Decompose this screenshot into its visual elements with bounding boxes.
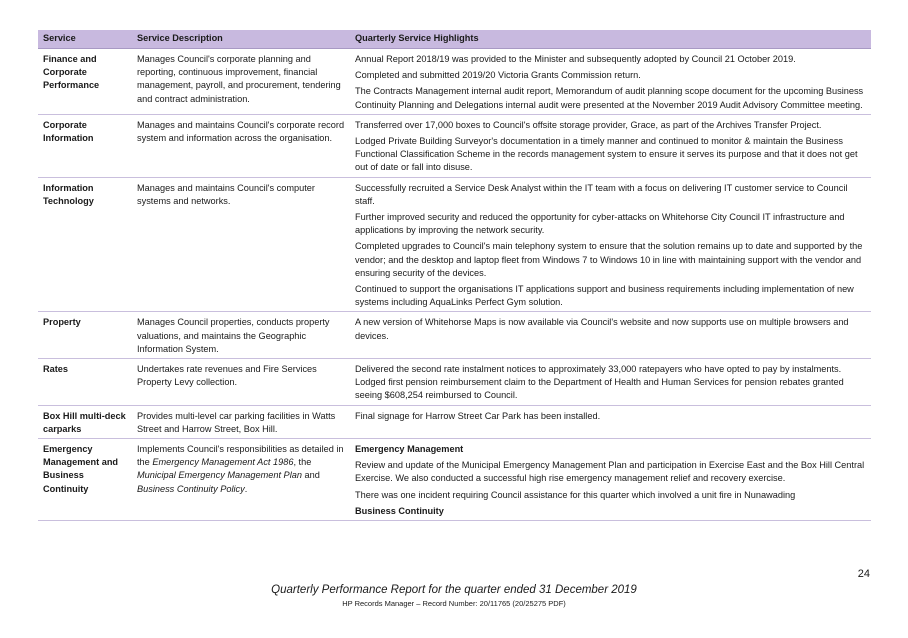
table-row [38, 49, 871, 115]
service-highlights-table [38, 30, 871, 521]
service-highlights [350, 405, 871, 438]
description-text: Manages and maintains Council's corporate record system and information across the organisation. [137, 119, 345, 144]
highlight-item: Final signage for Harrow Street Car Park has been installed. [355, 410, 601, 421]
highlight-item: Continued to support the organisations IT applications support and business requirements including implementation of new systems including AquaLinks Perfect Gym solution. [355, 284, 854, 308]
service-name: Box Hill multi-deck carparks [38, 405, 132, 438]
service-description [132, 359, 350, 406]
service-highlights [350, 359, 871, 406]
description-text: Manages Council properties, conducts property valuations, and maintains the Geographic Information System. [137, 317, 330, 354]
service-name: Corporate Information [38, 114, 132, 177]
table-row [38, 312, 871, 359]
service-name: Rates [38, 359, 132, 406]
header-quarterly-highlights: Quarterly Service Highlights [350, 30, 871, 49]
footer-title: Quarterly Performance Report for the quarter ended 31 December 2019 [271, 584, 637, 596]
highlight-item: Annual Report 2018/19 was provided to the Minister and subsequently adopted by Council 21 October 2019. [355, 54, 796, 64]
highlight-heading: Business Continuity [355, 505, 444, 516]
table-body [38, 49, 871, 521]
service-description [132, 49, 350, 115]
table-row [38, 177, 871, 312]
service-description [132, 439, 350, 521]
footer-record-number: HP Records Manager – Record Number: 20/11765 (20/25275 PDF) [342, 599, 566, 608]
service-name: Information Technology [38, 177, 132, 312]
highlight-heading: Emergency Management [355, 444, 464, 455]
service-highlights [350, 49, 871, 115]
service-highlights [350, 312, 871, 359]
service-name: Finance and Corporate Performance [38, 49, 132, 115]
header-service: Service [38, 30, 132, 49]
service-highlights [350, 177, 871, 312]
service-description [132, 177, 350, 312]
highlight-item: Completed and submitted 2019/20 Victoria Grants Commission return. [355, 70, 641, 81]
highlight-item: Delivered the second rate instalment notices to approximately 33,000 ratepayers who have opted to pay by instalments. Lodged first pension reimbursement claim to the Department of Health and Human Services for pension rebates granted seeing $608,254 reimbursed to Council. [355, 364, 844, 401]
report-page [38, 30, 871, 521]
service-highlights [350, 439, 871, 521]
service-description [132, 405, 350, 438]
table-row [38, 405, 871, 438]
highlight-item: Lodged Private Building Surveyor's documentation in a timely manner and continued to monitor & maintain the Business Functional Classification Scheme in the records management system to ensure it serves its purpose and that it does not get out of date or fall into disuse. [355, 136, 858, 173]
description-text: and [301, 470, 320, 481]
service-highlights [350, 114, 871, 177]
description-text: Provides multi-level car parking facilities in Watts Street and Harrow Street, Box Hill. [137, 410, 336, 434]
table-row [38, 114, 871, 177]
highlight-item: A new version of Whitehorse Maps is now available via Council's website and now supports use on multiple browsers and devices. [355, 317, 849, 341]
description-text: , the [293, 457, 312, 468]
service-description [132, 114, 350, 177]
highlight-item: Further improved security and reduced the opportunity for cyber-attacks on Whitehorse City Council IT infrastructure and applications by improving the network security. [355, 212, 845, 236]
service-name: Emergency Management and Business Continuity [38, 439, 132, 521]
description-italic-text: Municipal Emergency Management Plan [137, 470, 302, 481]
description-text: Manages and maintains Council's computer systems and networks. [137, 182, 315, 206]
header-service-description: Service Description [132, 30, 350, 49]
table-header-row [38, 30, 871, 49]
description-italic-text: Emergency Management Act 1986 [152, 457, 294, 468]
page-number: 24 [857, 568, 870, 580]
highlight-item: Transferred over 17,000 boxes to Council's offsite storage provider, Grace, as part of the Archives Transfer Project. [355, 119, 822, 130]
highlight-item: The Contracts Management internal audit report, Memorandum of audit planning scope document for the upcoming Business Continuity Planning and Delegations internal audit were presented at the November 2019 Audit Advisory Committee meeting. [355, 86, 864, 110]
highlight-item: Completed upgrades to Council's main telephony system to ensure that the solution remains up to date and supported by the vendor; and the desktop and laptop fleet from Windows 7 to Windows 10 in line with maintaining support with the vendor and ensuring security of the devices. [355, 241, 863, 278]
table-row [38, 439, 871, 521]
description-text: Manages Council's corporate planning and reporting, continuous improvement, financial management, payroll, and procurement, tendering and contract administration. [137, 54, 341, 104]
description-text: . [244, 483, 248, 494]
table-row [38, 359, 871, 406]
highlight-item: Successfully recruited a Service Desk Analyst within the IT team with a focus on delivering IT customer service to Council staff. [355, 182, 848, 206]
description-text: Implements Council's responsibilities as detailed in the [137, 444, 344, 468]
service-name: Property [38, 312, 132, 359]
description-italic-text: Business Continuity Policy [137, 483, 245, 494]
description-text: Undertakes rate revenues and Fire Services Property Levy collection. [137, 364, 317, 388]
highlight-item: Review and update of the Municipal Emergency Management Plan and participation in Exercise East and the Box Hill Central Exercise. We also conducted a successful high rise emergency management relief and recovery exercise. [355, 460, 865, 484]
service-description [132, 312, 350, 359]
highlight-item: There was one incident requiring Council assistance for this quarter which involved a unit fire in Nunawading [355, 489, 796, 500]
